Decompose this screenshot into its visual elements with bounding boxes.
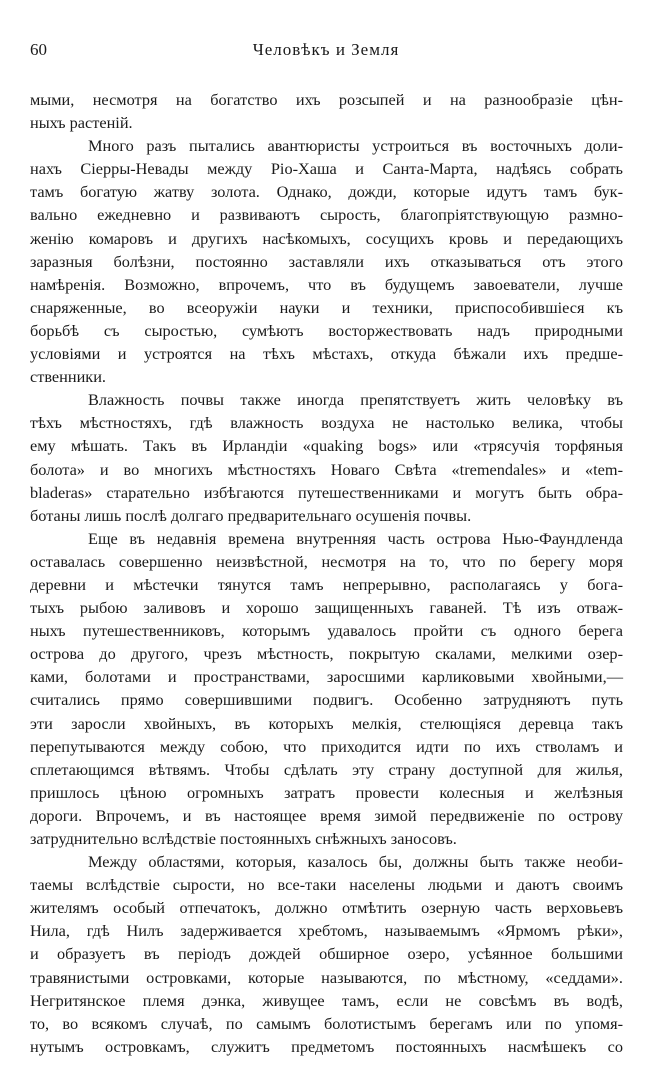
text-line: женію комаровъ и другихъ насѣкомыхъ, сосущихъ кровь и передающихъ — [30, 228, 623, 248]
paragraph — [30, 88, 623, 134]
text-line: травянистыми островками, которые называются, по мѣстному, «седдами». — [30, 967, 623, 987]
text-line: Влажность почвы также иногда препятствуетъ жить человѣку въ — [88, 390, 623, 410]
text-line: перепутываются между собою, что приходится идти по ихъ стволамъ и — [30, 736, 623, 756]
text-line: то, во всякомъ случаѣ, по самымъ болотистымъ берегамъ или по упомя- — [30, 1013, 623, 1033]
text-line: жителямъ особый отпечатокъ, должно отмѣтить озерную часть верховьевъ — [30, 898, 623, 918]
running-header — [30, 40, 622, 64]
page-body — [30, 88, 623, 1058]
text-line: и образуетъ въ періодъ дождей обширное озеро, усѣянное большими — [30, 944, 623, 964]
text-line: болота» и во многихъ мѣстностяхъ Новаго Свѣта «tremendales» и «tem- — [30, 459, 623, 479]
text-line: условіями и устроятся на тѣхъ мѣстахъ, откуда бѣжали ихъ предше- — [30, 344, 623, 364]
text-line: вально ежедневно и развиваютъ сырость, благопріятствующую размно- — [30, 205, 623, 225]
text-line: таемы вслѣдствіе сырости, но все-таки населены людьми и даютъ своимъ — [30, 875, 623, 895]
text-line: ныхъ растеній. — [30, 113, 133, 133]
text-line: bladeras» старательно избѣгаются путешественниками и могутъ быть обра- — [30, 482, 623, 502]
text-line: Между областями, которыя, казалось бы, должны быть также необи- — [88, 852, 623, 872]
text-line: затруднительно вслѣдствіе постоянныхъ снѣжныхъ заносовъ. — [30, 829, 457, 848]
text-line: тыхъ рыбою заливовъ и хорошо защищенныхъ гаваней. Тѣ изъ отваж- — [30, 598, 623, 618]
text-line: острова до другого, чрезъ мѣстность, покрытую скалами, мелкими озер- — [30, 644, 623, 664]
paragraph — [30, 850, 623, 1058]
text-line: Еще въ недавнія времена внутренняя часть острова Нью-Фаундленда — [88, 528, 623, 548]
text-line: сплетающимся вѣтвямъ. Чтобы сдѣлать эту страну доступной для жилья, — [30, 759, 623, 779]
text-line: пришлось цѣною огромныхъ затратъ провести колесныя и желѣзныя — [30, 782, 623, 802]
text-line: мыми, несмотря на богатство ихъ розсыпей и на разнообразіе цѣн- — [30, 90, 623, 109]
page-number: 60 — [30, 40, 47, 59]
text-line: ственники. — [30, 367, 106, 387]
text-line: ботаны лишь послѣ долгаго предварительнаго осушенія почвы. — [30, 505, 472, 525]
text-line: нахъ Сіерры-Невады между Ріо-Хаша и Санта-Марта, надѣясь собрать — [30, 159, 623, 179]
text-line: Негритянское племя дэнка, живущее тамъ, если не совсѣмъ въ водѣ, — [30, 990, 623, 1010]
running-title: Человѣкъ и Земля — [252, 40, 400, 59]
text-line: считались прямо совершившими подвигъ. Особенно затрудняютъ путь — [30, 690, 623, 710]
text-line: заразныя болѣзни, постоянно заставляли ихъ отказываться отъ этого — [30, 251, 623, 271]
text-line: оставалась совершенно неизвѣстной, несмотря на то, что по берегу моря — [30, 551, 623, 571]
paragraph — [30, 388, 623, 527]
text-line: намѣренія. Возможно, впрочемъ, что въ будущемъ завоеватели, лучше — [30, 274, 623, 294]
text-line: тамъ богатую жатву золота. Однако, дожди, которые идутъ тамъ бук- — [30, 182, 623, 202]
paragraph — [30, 134, 623, 388]
text-line: снаряженные, во всеоружіи науки и техники, приспособившіеся къ — [30, 297, 623, 317]
text-line: борьбѣ съ сыростью, сумѣютъ восторжествовать надъ природными — [30, 320, 623, 340]
text-line: тѣхъ мѣстностяхъ, гдѣ влажность воздуха не настолько велика, чтобы — [30, 413, 623, 433]
text-line: Много разъ пытались авантюристы устроиться въ восточныхъ доли- — [88, 136, 623, 156]
text-line: деревни и мѣстечки тянутся тамъ непрерывно, располагаясь у бога- — [30, 574, 623, 594]
text-line: ему мѣшать. Такъ въ Ирландіи «quaking bogs» или «трясучія торфяныя — [30, 436, 623, 456]
text-line: ныхъ путешественниковъ, которымъ удавалось пройти съ одного берега — [30, 621, 623, 641]
text-line: эти заросли хвойныхъ, въ которыхъ мелкія, стелющіяся деревца такъ — [30, 713, 623, 733]
text-line: нутымъ островкамъ, служитъ предметомъ постоянныхъ насмѣшекъ со — [30, 1036, 623, 1056]
text-line: дороги. Впрочемъ, и въ настоящее время зимой передвиженіе по острову — [30, 805, 623, 825]
text-line: Нила, гдѣ Нилъ задерживается хребтомъ, называемымъ «Ярмомъ рѣки», — [30, 921, 623, 941]
paragraph — [30, 527, 623, 850]
text-line: ками, болотами и пространствами, заросшими карликовыми хвойными,— — [30, 667, 623, 687]
